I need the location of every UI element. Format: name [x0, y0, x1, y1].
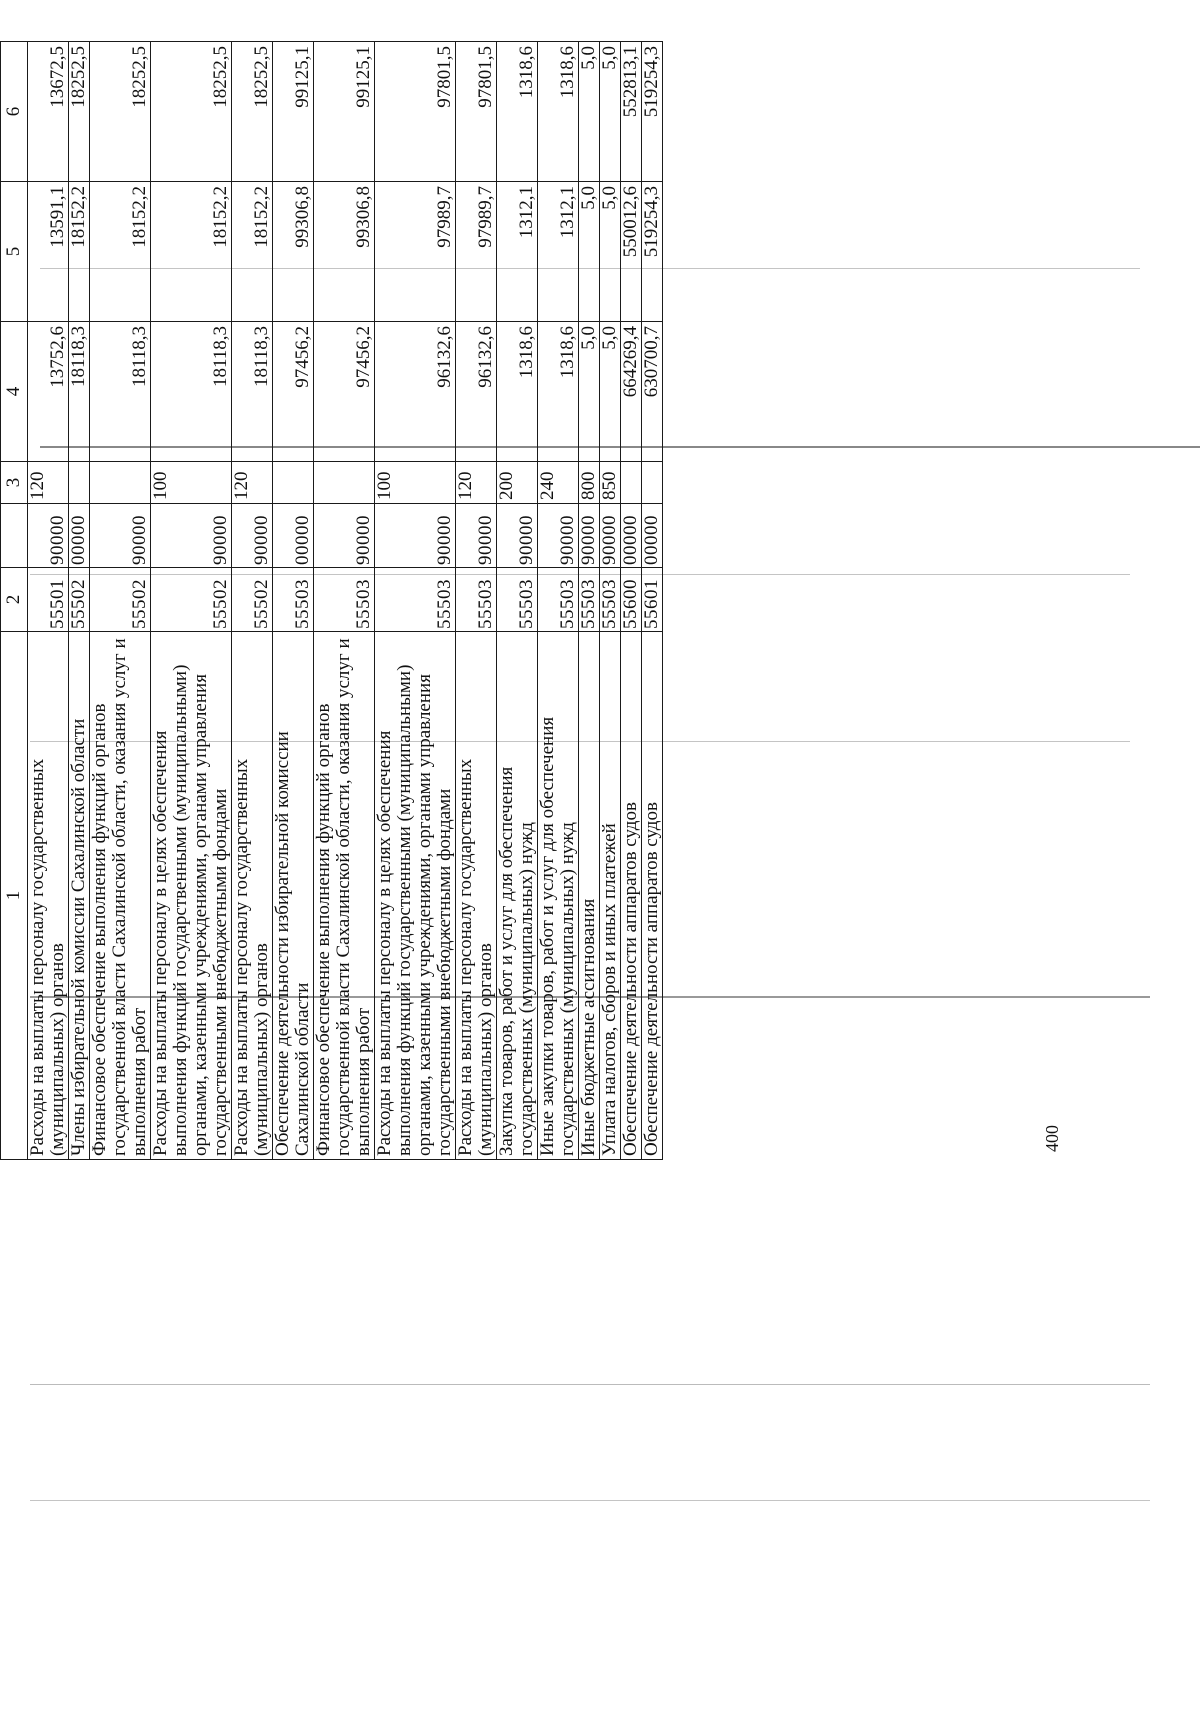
row-col5: 519254,3 [642, 182, 663, 322]
row-name: Финансовое обеспечение выполнения функций органов государственной власти Сахалинской области, оказания услуг и выполнения работ [314, 632, 375, 1160]
row-col6: 1318,6 [497, 42, 538, 182]
row-vr [273, 462, 314, 504]
row-col5: 13591,1 [28, 182, 69, 322]
row-col6: 18252,5 [69, 42, 90, 182]
row-code-b: 90000 [600, 504, 621, 568]
row-vr [314, 462, 375, 504]
col-header-5: 5 [1, 182, 28, 322]
scan-artifact-line [30, 1384, 1150, 1385]
row-col5: 18152,2 [232, 182, 273, 322]
row-vr: 120 [28, 462, 69, 504]
row-col5: 550012,6 [621, 182, 642, 322]
row-col5: 18152,2 [90, 182, 151, 322]
row-col6: 5,0 [600, 42, 621, 182]
row-col4: 18118,3 [90, 322, 151, 462]
table-row [579, 42, 600, 1160]
row-col4: 5,0 [579, 322, 600, 462]
row-code-a: 55502 [69, 568, 90, 632]
row-name: Расходы на выплаты персоналу в целях обеспечения выполнения функций государственными (муниципальными) органами, казенными учреждениями, органами управления государственными внебюджетными фондами [375, 632, 456, 1160]
row-col4: 97456,2 [314, 322, 375, 462]
row-name: Расходы на выплаты персоналу государственных (муниципальных) органов [456, 632, 497, 1160]
row-vr [90, 462, 151, 504]
row-col6: 5,0 [579, 42, 600, 182]
table-row [621, 42, 642, 1160]
row-col6: 18252,5 [151, 42, 232, 182]
row-col5: 97989,7 [456, 182, 497, 322]
row-col6: 18252,5 [232, 42, 273, 182]
table-row [538, 42, 579, 1160]
row-col6: 552813,1 [621, 42, 642, 182]
row-code-a: 55503 [456, 568, 497, 632]
row-col5: 97989,7 [375, 182, 456, 322]
row-col5: 18152,2 [69, 182, 90, 322]
table-row [314, 42, 375, 1160]
row-col4: 13752,6 [28, 322, 69, 462]
row-name: Уплата налогов, сборов и иных платежей [600, 632, 621, 1160]
row-name: Расходы на выплаты персоналу государственных (муниципальных) органов [232, 632, 273, 1160]
row-code-b: 90000 [28, 504, 69, 568]
row-name: Обеспечение деятельности аппаратов судов [621, 632, 642, 1160]
row-vr: 800 [579, 462, 600, 504]
row-code-b: 90000 [456, 504, 497, 568]
table-row [600, 42, 621, 1160]
table-row [642, 42, 663, 1160]
row-code-a: 55501 [28, 568, 69, 632]
row-name: Обеспечение деятельности аппаратов судов [642, 632, 663, 1160]
row-code-b: 00000 [273, 504, 314, 568]
row-col4: 96132,6 [456, 322, 497, 462]
row-col4: 18118,3 [69, 322, 90, 462]
row-code-b: 00000 [69, 504, 90, 568]
row-col5: 1312,1 [497, 182, 538, 322]
table-row [90, 42, 151, 1160]
table-row [232, 42, 273, 1160]
row-col6: 99125,1 [314, 42, 375, 182]
row-code-a: 55503 [273, 568, 314, 632]
row-name: Финансовое обеспечение выполнения функций органов государственной власти Сахалинской области, оказания услуг и выполнения работ [90, 632, 151, 1160]
row-code-b: 90000 [151, 504, 232, 568]
row-col6: 99125,1 [273, 42, 314, 182]
row-code-b: 00000 [621, 504, 642, 568]
row-code-a: 55502 [151, 568, 232, 632]
header-row [1, 42, 28, 1160]
table-row [456, 42, 497, 1160]
row-vr [642, 462, 663, 504]
row-vr: 850 [600, 462, 621, 504]
row-col4: 18118,3 [232, 322, 273, 462]
row-col6: 1318,6 [538, 42, 579, 182]
row-vr: 120 [232, 462, 273, 504]
row-col5: 18152,2 [151, 182, 232, 322]
row-col4: 5,0 [600, 322, 621, 462]
row-code-b: 90000 [579, 504, 600, 568]
row-code-a: 55503 [497, 568, 538, 632]
budget-table [0, 41, 663, 1160]
row-name: Расходы на выплаты персоналу государственных (муниципальных) органов [28, 632, 69, 1160]
row-col4: 97456,2 [273, 322, 314, 462]
row-vr [621, 462, 642, 504]
col-header-6: 6 [1, 42, 28, 182]
row-code-a: 55600 [621, 568, 642, 632]
row-col6: 519254,3 [642, 42, 663, 182]
row-vr: 120 [456, 462, 497, 504]
row-col6: 18252,5 [90, 42, 151, 182]
row-vr: 100 [375, 462, 456, 504]
row-vr [69, 462, 90, 504]
table-row [375, 42, 456, 1160]
row-col5: 99306,8 [314, 182, 375, 322]
table-row [273, 42, 314, 1160]
page-number: 400 [1042, 1125, 1062, 1152]
row-code-b: 90000 [314, 504, 375, 568]
row-code-a: 55503 [600, 568, 621, 632]
row-code-b: 90000 [538, 504, 579, 568]
col-header-1: 1 [1, 632, 28, 1160]
row-col5: 5,0 [579, 182, 600, 322]
table-row [497, 42, 538, 1160]
row-code-a: 55503 [314, 568, 375, 632]
row-vr: 200 [497, 462, 538, 504]
row-col5: 1312,1 [538, 182, 579, 322]
row-name: Иные бюджетные ассигнования [579, 632, 600, 1160]
row-col5: 99306,8 [273, 182, 314, 322]
row-col4: 96132,6 [375, 322, 456, 462]
row-code-b: 90000 [375, 504, 456, 568]
row-code-a: 55502 [232, 568, 273, 632]
row-code-b: 90000 [497, 504, 538, 568]
row-code-b: 90000 [90, 504, 151, 568]
row-code-b: 00000 [642, 504, 663, 568]
row-col6: 13672,5 [28, 42, 69, 182]
row-col4: 630700,7 [642, 322, 663, 462]
row-name: Члены избирательной комиссии Сахалинской области [69, 632, 90, 1160]
row-col4: 664269,4 [621, 322, 642, 462]
table-row [28, 42, 69, 1160]
row-col6: 97801,5 [456, 42, 497, 182]
col-header-4: 4 [1, 322, 28, 462]
row-code-b: 90000 [232, 504, 273, 568]
row-code-a: 55601 [642, 568, 663, 632]
row-name: Закупка товаров, работ и услуг для обеспечения государственных (муниципальных) нужд [497, 632, 538, 1160]
row-code-a: 55503 [375, 568, 456, 632]
row-col4: 1318,6 [538, 322, 579, 462]
row-name: Обеспечение деятельности избирательной комиссии Сахалинской области [273, 632, 314, 1160]
rotated-page [0, 42, 1062, 1160]
row-col4: 1318,6 [497, 322, 538, 462]
scan-artifact-line [30, 1500, 1150, 1501]
row-col5: 5,0 [600, 182, 621, 322]
row-code-a: 55503 [538, 568, 579, 632]
col-header-2b [1, 504, 28, 568]
row-name: Иные закупки товаров, работ и услуг для обеспечения государственных (муниципальных) нужд [538, 632, 579, 1160]
row-code-a: 55502 [90, 568, 151, 632]
table-row [69, 42, 90, 1160]
row-col4: 18118,3 [151, 322, 232, 462]
row-vr: 100 [151, 462, 232, 504]
col-header-3: 3 [1, 462, 28, 504]
table-row [151, 42, 232, 1160]
col-header-2: 2 [1, 568, 28, 632]
row-code-a: 55503 [579, 568, 600, 632]
row-vr: 240 [538, 462, 579, 504]
row-col6: 97801,5 [375, 42, 456, 182]
row-name: Расходы на выплаты персоналу в целях обеспечения выполнения функций государственными (муниципальными) органами, казенными учреждениями, органами управления государственными внебюджетными фондами [151, 632, 232, 1160]
